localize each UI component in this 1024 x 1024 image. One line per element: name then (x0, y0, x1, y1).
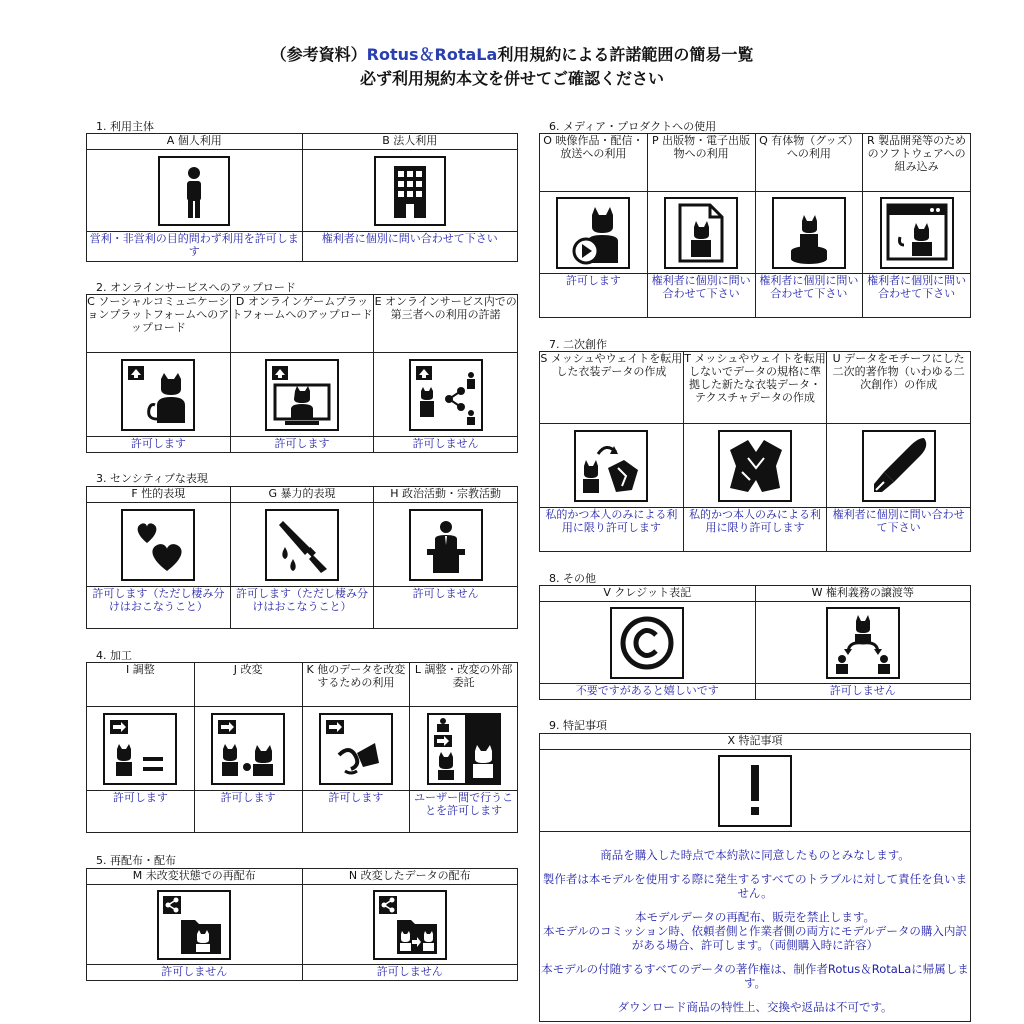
item-m-status: 許可しません (87, 965, 303, 981)
item-x-icon-cell (540, 750, 971, 832)
item-r-status: 権利者に個別に問い合わせて下さい (863, 274, 971, 318)
item-i-label: I 調整 (87, 663, 195, 707)
page-title (0, 42, 1024, 65)
item-l-icon-cell (410, 707, 518, 791)
outsource-icon (427, 713, 501, 785)
item-v-icon-cell (540, 602, 756, 684)
item-f-icon-cell (87, 503, 231, 587)
section-7-table (539, 351, 971, 552)
item-m-icon-cell (87, 885, 303, 965)
item-l-label: L 調整・改変の外部委託 (410, 663, 518, 707)
item-c-status: 許可します (87, 437, 231, 453)
item-j-label: J 改変 (194, 663, 302, 707)
transfer-icon (826, 607, 900, 679)
item-k-icon-cell (302, 707, 410, 791)
item-k-label: K 他のデータを改変するための利用 (302, 663, 410, 707)
exclamation-icon (718, 755, 792, 827)
section-6-heading: 6. メディア・プロダクトへの使用 (549, 120, 717, 133)
item-r-icon-cell (863, 192, 971, 274)
section-2-heading: 2. オンラインサービスへのアップロード (96, 281, 296, 294)
item-q-label: Q 有体物（グッズ）への利用 (755, 134, 863, 192)
section-6-table (539, 133, 971, 318)
reuse-icon (319, 713, 393, 785)
section-8-table (539, 585, 971, 700)
note-5: 本モデルの付随するすべてのデータの著作権は、制作者Rotus＆RotaLaに帰属します。 (541, 962, 969, 990)
item-c-icon-cell (87, 353, 231, 437)
item-h-label: H 政治活動・宗教活動 (374, 487, 518, 503)
item-t-status: 私的かつ本人のみによる利用に限り許可します (683, 508, 827, 552)
upload-game-icon (265, 359, 339, 431)
section-4-heading: 4. 加工 (96, 649, 132, 662)
item-h-status: 許可しません (374, 587, 518, 629)
section-5-table (86, 868, 518, 981)
section-8-heading: 8. その他 (549, 572, 596, 585)
section-1-table (86, 133, 518, 262)
item-n-icon-cell (302, 885, 518, 965)
item-l-status: ユーザー間で行うことを許可します (410, 791, 518, 833)
item-f-status: 許可します（ただし棲み分けはおこなうこと） (87, 587, 231, 629)
person-icon (158, 156, 230, 226)
knife-icon (265, 509, 339, 581)
section-3-heading: 3. センシティブな表現 (96, 472, 208, 485)
item-i-icon-cell (87, 707, 195, 791)
item-o-status: 許可します (540, 274, 648, 318)
item-v-status: 不要ですがあると嬉しいです (540, 684, 756, 700)
item-d-icon-cell (230, 353, 374, 437)
note-6: ダウンロード商品の特性上、交換や返品は不可です。 (617, 1000, 893, 1014)
item-b-status: 権利者に個別に問い合わせて下さい (302, 232, 518, 262)
modify-icon (211, 713, 285, 785)
item-o-icon-cell (540, 192, 648, 274)
item-u-label: U データをモチーフにした二次的著作物（いわゆる二次創作）の作成 (827, 352, 971, 424)
title-brand: Rotus＆RotaLa (366, 45, 498, 64)
redistribute-icon (157, 890, 231, 960)
item-n-label: N 改変したデータの配布 (302, 869, 518, 885)
item-c-label: C ソーシャルコミュニケーションプラットフォームへのアップロード (87, 295, 231, 353)
item-d-status: 許可します (230, 437, 374, 453)
podium-icon (409, 509, 483, 581)
note-4: 本モデルのコミッション時、依頼者側と作業者側の両方にモデルデータの購入内訳がある場合、許可します。（両側購入時に許容） (543, 924, 967, 952)
item-r-label: R 製品開発等のためのソフトウェアへの組み込み (863, 134, 971, 192)
item-m-label: M 未改変状態での再配布 (87, 869, 303, 885)
title-suffix: 利用規約による許諾範囲の簡易一覧 (497, 45, 754, 64)
costume-icon (718, 430, 792, 502)
special-notes (540, 848, 970, 1024)
item-b-label: B 法人利用 (302, 134, 518, 150)
item-d-label: D オンラインゲームプラットフォームへのアップロード (230, 295, 374, 353)
costume-transfer-icon (574, 430, 648, 502)
item-j-status: 許可します (194, 791, 302, 833)
item-h-icon-cell (374, 503, 518, 587)
section-1-heading: 1. 利用主体 (96, 120, 154, 133)
item-q-icon-cell (755, 192, 863, 274)
item-b-icon-cell (302, 150, 518, 232)
item-g-status: 許可します（ただし棲み分けはおこなうこと） (230, 587, 374, 629)
item-e-icon-cell (374, 353, 518, 437)
item-p-status: 権利者に個別に問い合わせて下さい (647, 274, 755, 318)
item-p-label: P 出版物・電子出版物への利用 (647, 134, 755, 192)
note-1: 商品を購入した時点で本約款に同意したものとみなします。 (600, 848, 910, 862)
section-3-table (86, 486, 518, 629)
software-icon (880, 197, 954, 269)
item-q-status: 権利者に個別に問い合わせて下さい (755, 274, 863, 318)
item-k-status: 許可します (302, 791, 410, 833)
video-icon (556, 197, 630, 269)
item-j-icon-cell (194, 707, 302, 791)
item-o-label: O 映像作品・配信・放送への利用 (540, 134, 648, 192)
item-v-label: V クレジット表記 (540, 586, 756, 602)
section-9-heading: 9. 特記事項 (549, 719, 607, 732)
item-i-status: 許可します (87, 791, 195, 833)
hearts-icon (121, 509, 195, 581)
item-a-status: 営利・非営利の目的問わず利用を許可します (87, 232, 303, 262)
item-a-icon-cell (87, 150, 303, 232)
page-subtitle: 必ず利用規約本文を併せてご確認ください (359, 69, 664, 88)
item-a-label: A 個人利用 (87, 134, 303, 150)
building-icon (374, 156, 446, 226)
note-3: 本モデルデータの再配布、販売を禁止します。 (634, 910, 875, 924)
item-t-icon-cell (683, 424, 827, 508)
title-prefix: （参考資料） (270, 45, 367, 64)
item-w-status: 許可しません (755, 684, 971, 700)
distribute-modified-icon (373, 890, 447, 960)
item-e-status: 許可しません (374, 437, 518, 453)
section-2-table (86, 294, 518, 453)
item-w-label: W 権利義務の譲渡等 (755, 586, 971, 602)
pen-icon (862, 430, 936, 502)
item-w-icon-cell (755, 602, 971, 684)
item-g-icon-cell (230, 503, 374, 587)
section-7-heading: 7. 二次創作 (549, 338, 607, 351)
item-n-status: 許可しません (302, 965, 518, 981)
item-e-label: E オンラインサービス内での第三者への利用の許諾 (374, 295, 518, 353)
item-u-status: 権利者に個別に問い合わせて下さい (827, 508, 971, 552)
section-4-table (86, 662, 518, 833)
upload-cat-icon (121, 359, 195, 431)
note-2: 製作者は本モデルを使用する際に発生するすべてのトラブルに対して責任を負いません。 (542, 872, 968, 900)
goods-icon (772, 197, 846, 269)
item-s-label: S メッシュやウェイトを転用した衣装データの作成 (540, 352, 684, 424)
item-s-status: 私的かつ本人のみによる利用に限り許可します (540, 508, 684, 552)
item-f-label: F 性的表現 (87, 487, 231, 503)
item-g-label: G 暴力的表現 (230, 487, 374, 503)
adjust-icon (103, 713, 177, 785)
item-p-icon-cell (647, 192, 755, 274)
section-5-heading: 5. 再配布・配布 (96, 854, 176, 867)
item-x-label: X 特記事項 (540, 734, 971, 750)
share-users-icon (409, 359, 483, 431)
publication-icon (664, 197, 738, 269)
item-t-label: T メッシュやウェイトを転用しないでデータの規格に準拠した新たな衣装データ・テクスチャデータの作成 (683, 352, 827, 424)
item-s-icon-cell (540, 424, 684, 508)
copyright-icon (610, 607, 684, 679)
item-u-icon-cell (827, 424, 971, 508)
